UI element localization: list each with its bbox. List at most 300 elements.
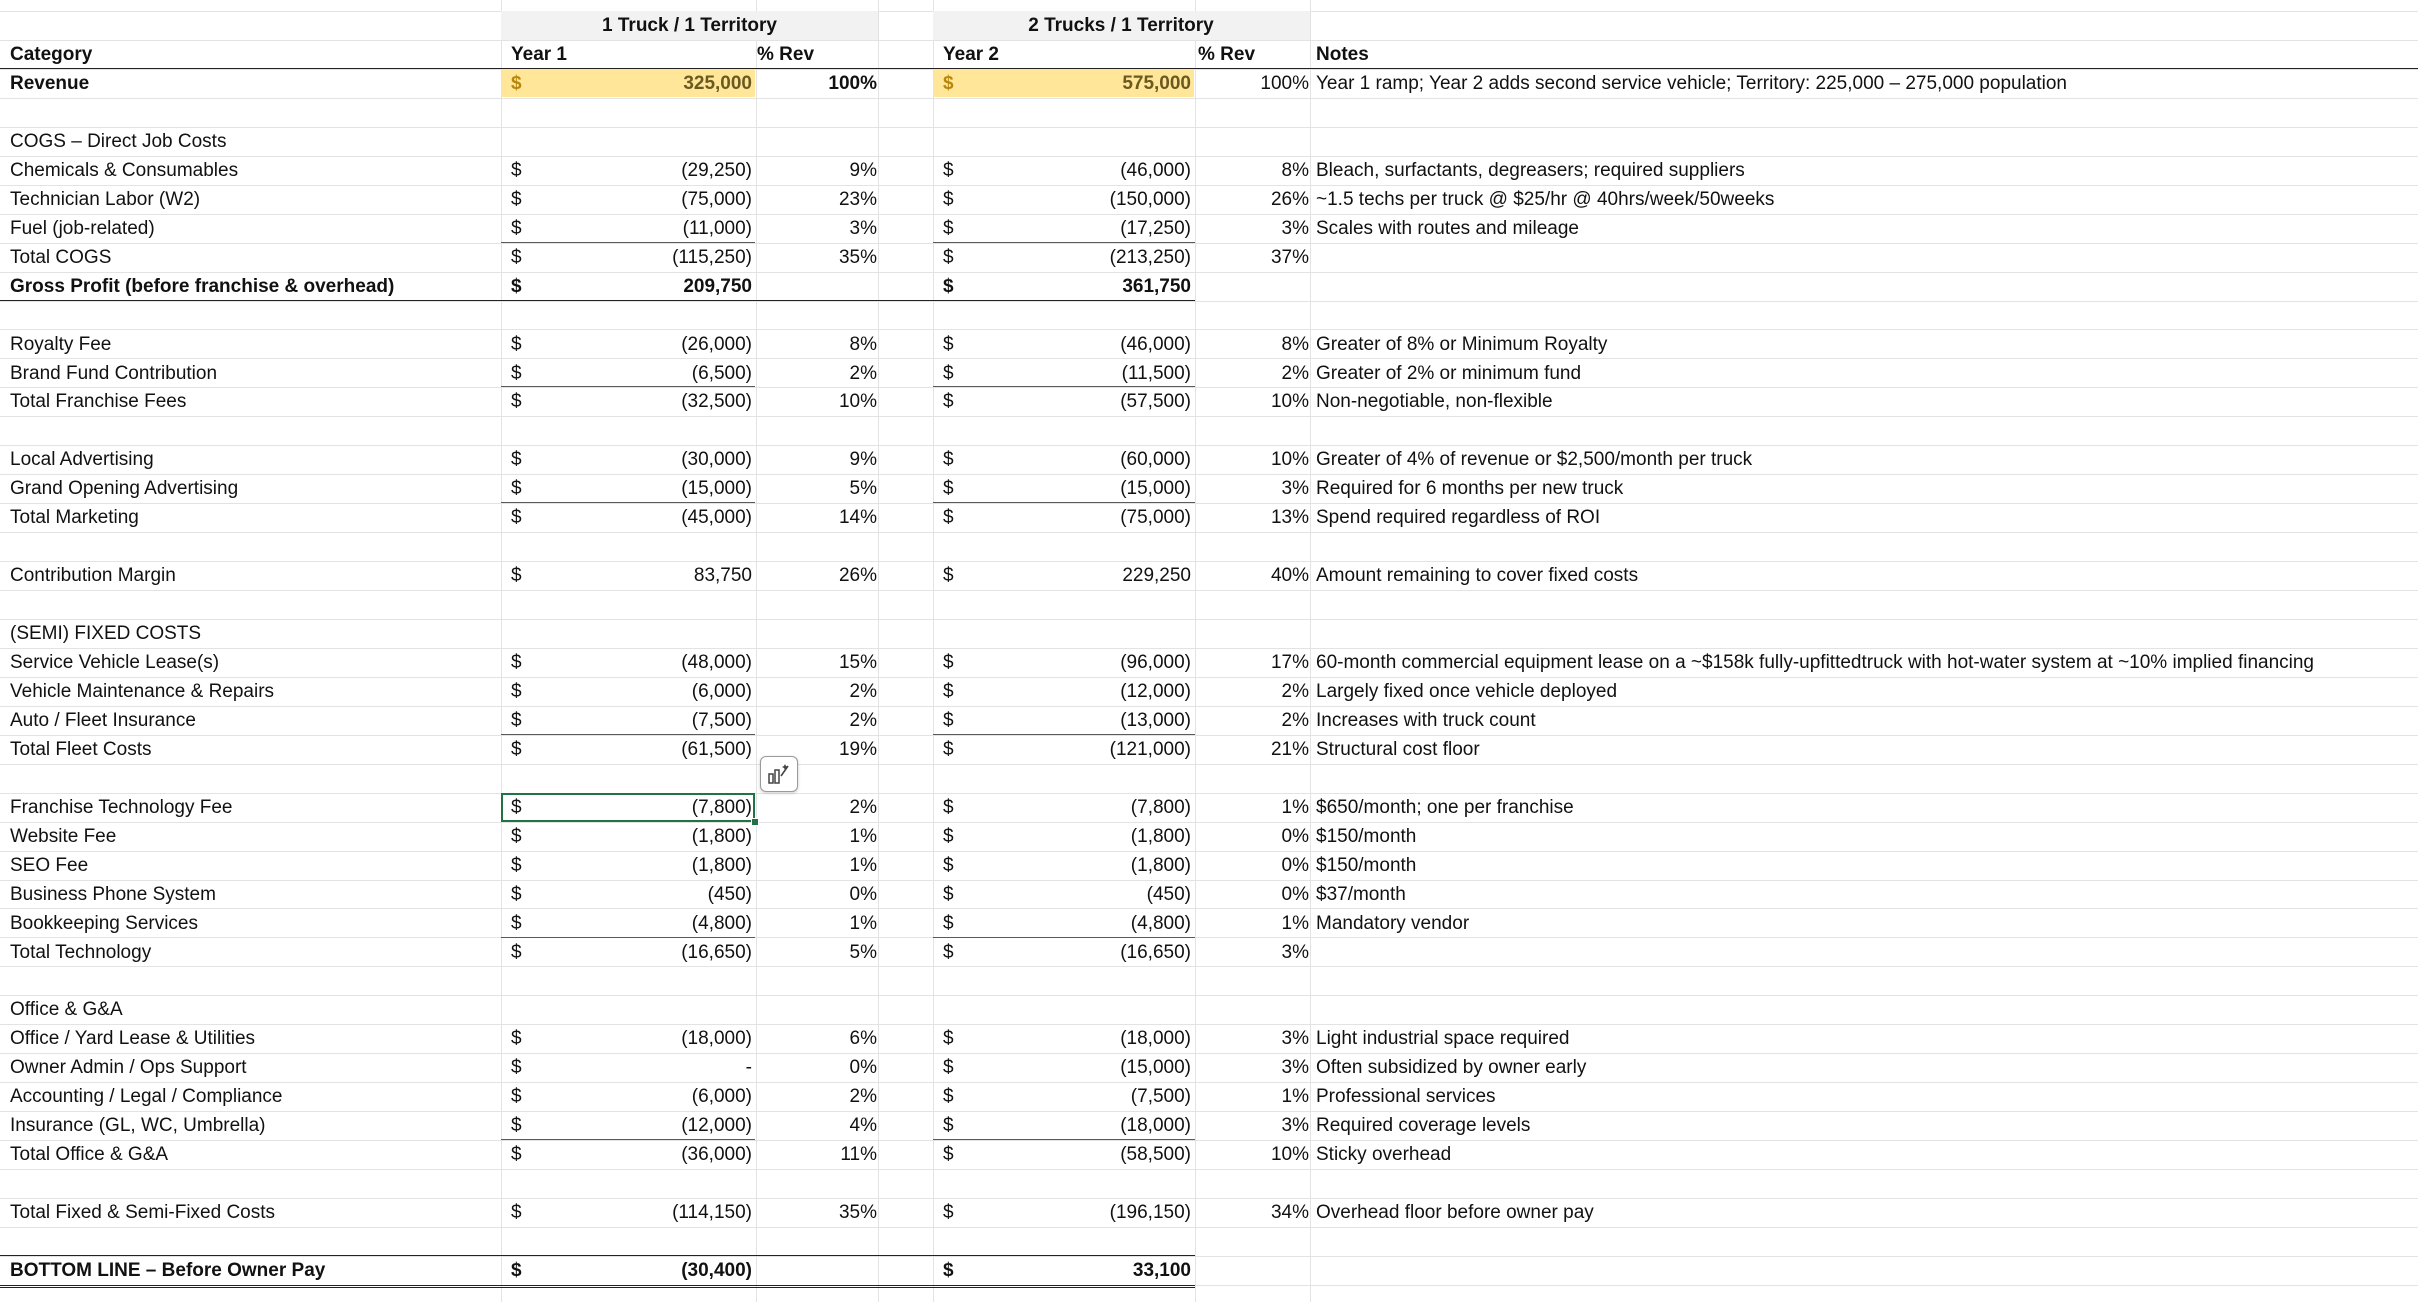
cell-value-y2[interactable] (960, 532, 1191, 561)
cell-value-y2[interactable] (960, 590, 1191, 619)
cell-note[interactable] (1316, 590, 2416, 619)
cell-note[interactable] (1316, 243, 2416, 272)
cell-pct-y1[interactable]: 2% (849, 796, 877, 818)
quick-analysis-button[interactable] (760, 756, 798, 792)
cell-value-y2[interactable]: (18,000) (1120, 1115, 1191, 1137)
cell-category[interactable] (10, 764, 490, 793)
cell-pct-y1[interactable] (760, 1169, 877, 1198)
cell-value-y2[interactable]: 361,750 (1122, 275, 1191, 297)
cell-value-y2[interactable]: (16,650) (1120, 941, 1191, 963)
cell-pct-y2[interactable] (1200, 590, 1309, 619)
cell-value-y2[interactable]: (46,000) (1120, 159, 1191, 181)
cell-currency-y1[interactable]: $ (511, 825, 522, 847)
cell-currency-y2[interactable]: $ (943, 1259, 954, 1281)
cell-pct-y2[interactable]: 2% (1281, 362, 1309, 384)
cell-note[interactable] (1316, 995, 2416, 1024)
cell-category[interactable]: Vehicle Maintenance & Repairs (10, 680, 275, 702)
cell-value-y2[interactable]: (17,250) (1120, 217, 1191, 239)
cell-currency-y2[interactable]: $ (943, 883, 954, 905)
cell-category[interactable]: Office & G&A (10, 999, 123, 1021)
cell-category[interactable]: Total Fleet Costs (10, 738, 152, 760)
cell-value-y2[interactable] (960, 995, 1191, 1024)
cell-value-y2[interactable] (960, 1169, 1191, 1198)
cell-note[interactable]: Required for 6 months per new truck (1316, 478, 1624, 500)
cell-pct-y2[interactable]: 2% (1281, 709, 1309, 731)
cell-pct-y2[interactable]: 3% (1281, 941, 1309, 963)
cell-note[interactable] (1316, 1256, 2416, 1285)
cell-note[interactable]: ~1.5 techs per truck @ $25/hr @ 40hrs/week/50weeks (1316, 188, 1775, 210)
cell-value-y1[interactable] (520, 1227, 752, 1256)
cell-pct-y1[interactable]: 14% (838, 507, 877, 529)
cell-note[interactable] (1316, 938, 2416, 967)
cell-value-y1[interactable]: (7,500) (691, 709, 752, 731)
cell-pct-y2[interactable]: 21% (1270, 738, 1309, 760)
cell-currency-y1[interactable]: $ (511, 478, 522, 500)
cell-value-y2[interactable] (960, 98, 1191, 127)
cell-category[interactable] (10, 1227, 490, 1256)
cell-note[interactable]: $650/month; one per franchise (1316, 796, 1574, 818)
cell-pct-y1[interactable]: 19% (838, 738, 877, 760)
cell-note[interactable] (1316, 764, 2416, 793)
cell-currency-y2[interactable]: $ (943, 796, 954, 818)
cell-currency-y1[interactable]: $ (511, 73, 522, 94)
cell-value-y1[interactable] (520, 764, 752, 793)
cell-category[interactable]: SEO Fee (10, 854, 89, 876)
cell-pct-y2[interactable] (1200, 966, 1309, 995)
cell-note[interactable]: Structural cost floor (1316, 738, 1480, 760)
cell-pct-y1[interactable]: 2% (849, 709, 877, 731)
cell-currency-y1[interactable]: $ (511, 1057, 522, 1079)
cell-category[interactable] (10, 966, 490, 995)
cell-category[interactable]: Website Fee (10, 825, 117, 847)
cell-value-y1[interactable] (520, 532, 752, 561)
cell-category[interactable]: Local Advertising (10, 449, 154, 471)
cell-pct-y1[interactable] (760, 98, 877, 127)
cell-value-y2[interactable]: (58,500) (1120, 1144, 1191, 1166)
cell-value-y2[interactable]: (46,000) (1120, 333, 1191, 355)
cell-pct-y2[interactable]: 40% (1270, 565, 1309, 587)
cell-value-y1[interactable] (520, 590, 752, 619)
header-notes[interactable]: Notes (1316, 44, 1369, 65)
cell-pct-y1[interactable]: 9% (849, 449, 877, 471)
cell-value-y1[interactable]: (45,000) (681, 507, 752, 529)
cell-category[interactable] (10, 98, 490, 127)
cell-value-y2[interactable]: (57,500) (1120, 391, 1191, 413)
cell-category[interactable] (10, 301, 490, 330)
cell-currency-y1[interactable]: $ (511, 188, 522, 210)
cell-value-y2[interactable]: (7,800) (1130, 796, 1191, 818)
cell-value-y1[interactable]: 325,000 (683, 73, 752, 94)
cell-value-y1[interactable]: (4,800) (691, 912, 752, 934)
cell-pct-y1[interactable] (760, 532, 877, 561)
cell-pct-y2[interactable]: 3% (1281, 217, 1309, 239)
cell-pct-y1[interactable]: 9% (849, 159, 877, 181)
cell-category[interactable]: Office / Yard Lease & Utilities (10, 1028, 256, 1050)
cell-value-y2[interactable] (960, 764, 1191, 793)
cell-currency-y2[interactable]: $ (943, 275, 954, 297)
cell-value-y1[interactable] (520, 1169, 752, 1198)
header-rev1[interactable]: % Rev (757, 44, 815, 65)
cell-note[interactable]: Often subsidized by owner early (1316, 1057, 1587, 1079)
cell-note[interactable]: $37/month (1316, 883, 1406, 905)
cell-currency-y2[interactable]: $ (943, 188, 954, 210)
cell-currency-y2[interactable]: $ (943, 159, 954, 181)
cell-pct-y1[interactable]: 35% (838, 1202, 877, 1224)
cell-pct-y2[interactable]: 0% (1281, 825, 1309, 847)
cell-value-y1[interactable]: (36,000) (681, 1144, 752, 1166)
cell-category[interactable]: Gross Profit (before franchise & overhead) (10, 275, 395, 297)
cell-pct-y2[interactable]: 0% (1281, 854, 1309, 876)
cell-value-y1[interactable]: (114,150) (672, 1202, 752, 1224)
cell-value-y2[interactable]: (1,800) (1130, 854, 1191, 876)
cell-note[interactable]: Mandatory vendor (1316, 912, 1470, 934)
cell-currency-y2[interactable]: $ (943, 362, 954, 384)
cell-value-y1[interactable] (520, 619, 752, 648)
cell-value-y1[interactable] (520, 301, 752, 330)
cell-note[interactable]: Professional services (1316, 1086, 1496, 1108)
header-rev2[interactable]: % Rev (1198, 44, 1256, 65)
cell-value-y1[interactable]: - (745, 1057, 752, 1079)
cell-value-y1[interactable]: (1,800) (691, 854, 752, 876)
cell-currency-y1[interactable]: $ (511, 680, 522, 702)
cell-pct-y1[interactable] (760, 1256, 877, 1285)
cell-currency-y2[interactable]: $ (943, 333, 954, 355)
cell-value-y2[interactable]: (150,000) (1109, 188, 1191, 210)
cell-pct-y2[interactable]: 1% (1281, 912, 1309, 934)
cell-pct-y2[interactable]: 3% (1281, 1057, 1309, 1079)
cell-currency-y2[interactable]: $ (943, 478, 954, 500)
cell-value-y1[interactable]: (115,250) (672, 246, 752, 268)
cell-note[interactable]: Overhead floor before owner pay (1316, 1202, 1594, 1224)
cell-value-y1[interactable]: 83,750 (693, 565, 752, 587)
cell-currency-y2[interactable]: $ (943, 1057, 954, 1079)
cell-note[interactable]: $150/month (1316, 825, 1417, 847)
cell-value-y2[interactable]: (11,500) (1121, 362, 1191, 384)
cell-pct-y2[interactable]: 10% (1270, 391, 1309, 413)
cell-note[interactable] (1316, 272, 2416, 301)
cell-value-y2[interactable] (960, 416, 1191, 445)
cell-note[interactable]: Scales with routes and mileage (1316, 217, 1579, 239)
cell-currency-y1[interactable]: $ (511, 333, 522, 355)
cell-category[interactable]: Total Franchise Fees (10, 391, 187, 413)
cell-category[interactable]: (SEMI) FIXED COSTS (10, 623, 202, 645)
cell-category[interactable]: Total Marketing (10, 507, 139, 529)
cell-pct-y1[interactable] (760, 619, 877, 648)
cell-value-y1[interactable]: (26,000) (681, 333, 752, 355)
cell-note[interactable]: Required coverage levels (1316, 1115, 1531, 1137)
cell-pct-y1[interactable] (760, 272, 877, 301)
cell-note[interactable]: Greater of 8% or Minimum Royalty (1316, 333, 1608, 355)
cell-currency-y2[interactable]: $ (943, 246, 954, 268)
cell-currency-y2[interactable]: $ (943, 1115, 954, 1137)
cell-value-y2[interactable]: (75,000) (1120, 507, 1191, 529)
cell-note[interactable] (1316, 98, 2416, 127)
cell-currency-y1[interactable]: $ (511, 391, 522, 413)
cell-value-y2[interactable]: 229,250 (1122, 565, 1191, 587)
cell-value-y1[interactable]: (6,000) (691, 1086, 752, 1108)
cell-note[interactable] (1316, 127, 2416, 156)
cell-value-y2[interactable]: (15,000) (1120, 478, 1191, 500)
cell-currency-y2[interactable]: $ (943, 652, 954, 673)
cell-pct-y2[interactable]: 0% (1281, 883, 1309, 905)
cell-category[interactable]: Contribution Margin (10, 565, 176, 587)
cell-note[interactable] (1316, 1227, 2416, 1256)
cell-category[interactable]: Fuel (job-related) (10, 217, 155, 239)
cell-pct-y2[interactable] (1200, 1169, 1309, 1198)
cell-value-y2[interactable] (960, 619, 1191, 648)
cell-currency-y2[interactable]: $ (943, 507, 954, 529)
cell-note[interactable]: Year 1 ramp; Year 2 adds second service vehicle; Territory: 225,000 – 275,000 population (1316, 73, 2068, 94)
cell-pct-y2[interactable]: 3% (1281, 478, 1309, 500)
cell-value-y2[interactable]: (213,250) (1109, 246, 1191, 268)
cell-pct-y2[interactable]: 17% (1270, 652, 1309, 673)
cell-pct-y2[interactable]: 100% (1260, 73, 1309, 94)
cell-category[interactable]: Total Technology (10, 941, 152, 963)
cell-category[interactable]: COGS – Direct Job Costs (10, 130, 227, 152)
cell-category[interactable] (10, 1169, 490, 1198)
cell-currency-y1[interactable]: $ (511, 246, 522, 268)
cell-pct-y1[interactable]: 23% (838, 188, 877, 210)
cell-category[interactable]: Technician Labor (W2) (10, 188, 201, 210)
cell-value-y2[interactable]: (7,500) (1130, 1086, 1191, 1108)
cell-category[interactable]: Insurance (GL, WC, Umbrella) (10, 1115, 266, 1137)
cell-currency-y1[interactable]: $ (511, 883, 522, 905)
cell-pct-y1[interactable]: 11% (840, 1144, 877, 1166)
cell-note[interactable]: Greater of 2% or minimum fund (1316, 362, 1582, 384)
cell-pct-y2[interactable]: 3% (1281, 1115, 1309, 1137)
cell-value-y1[interactable]: (450) (707, 883, 752, 905)
cell-pct-y1[interactable]: 2% (849, 1086, 877, 1108)
cell-currency-y1[interactable]: $ (511, 738, 522, 760)
cell-pct-y1[interactable]: 100% (828, 73, 877, 94)
cell-category[interactable]: Revenue (10, 73, 90, 94)
cell-currency-y1[interactable]: $ (511, 1144, 522, 1166)
cell-note[interactable]: Largely fixed once vehicle deployed (1316, 680, 1618, 702)
cell-pct-y2[interactable]: 13% (1270, 507, 1309, 529)
cell-category[interactable] (10, 590, 490, 619)
cell-currency-y2[interactable]: $ (943, 738, 954, 760)
cell-pct-y1[interactable] (760, 590, 877, 619)
cell-pct-y1[interactable]: 35% (838, 246, 877, 268)
cell-category[interactable]: Franchise Technology Fee (10, 796, 233, 818)
cell-note[interactable]: $150/month (1316, 854, 1417, 876)
cell-value-y2[interactable] (960, 127, 1191, 156)
cell-currency-y1[interactable]: $ (511, 275, 522, 297)
cell-pct-y1[interactable]: 1% (849, 854, 877, 876)
cell-currency-y1[interactable]: $ (511, 652, 522, 673)
cell-value-y1[interactable] (520, 995, 752, 1024)
cell-currency-y2[interactable]: $ (943, 912, 954, 934)
cell-pct-y2[interactable]: 37% (1270, 246, 1309, 268)
cell-currency-y2[interactable]: $ (943, 73, 954, 94)
cell-value-y2[interactable]: (450) (1146, 883, 1191, 905)
cell-pct-y1[interactable]: 4% (849, 1115, 877, 1137)
cell-note[interactable]: 60-month commercial equipment lease on a ~$158k fully-upfittedtruck with hot-water system at ~10% implied financing (1316, 652, 2315, 673)
cell-pct-y1[interactable] (760, 1227, 877, 1256)
cell-category[interactable] (10, 532, 490, 561)
cell-value-y2[interactable]: (1,800) (1130, 825, 1191, 847)
cell-pct-y2[interactable] (1200, 1256, 1309, 1285)
cell-currency-y2[interactable]: $ (943, 391, 954, 413)
cell-value-y1[interactable]: (32,500) (681, 391, 752, 413)
cell-value-y1[interactable]: (61,500) (681, 738, 752, 760)
cell-value-y1[interactable]: (75,000) (681, 188, 752, 210)
cell-pct-y1[interactable]: 10% (838, 391, 877, 413)
cell-value-y2[interactable]: (18,000) (1120, 1028, 1191, 1050)
cell-currency-y1[interactable]: $ (511, 1259, 522, 1281)
cell-category[interactable]: BOTTOM LINE – Before Owner Pay (10, 1259, 326, 1281)
cell-category[interactable]: Service Vehicle Lease(s) (10, 652, 220, 673)
cell-currency-y2[interactable]: $ (943, 1144, 954, 1166)
cell-note[interactable]: Non-negotiable, non-flexible (1316, 391, 1553, 413)
cell-currency-y1[interactable]: $ (511, 941, 522, 963)
cell-note[interactable]: Amount remaining to cover fixed costs (1316, 565, 1639, 587)
cell-pct-y2[interactable] (1200, 619, 1309, 648)
cell-category[interactable]: Accounting / Legal / Compliance (10, 1086, 283, 1108)
cell-category[interactable]: Business Phone System (10, 883, 216, 905)
cell-value-y2[interactable]: (12,000) (1120, 680, 1191, 702)
cell-value-y1[interactable]: (6,000) (691, 680, 752, 702)
cell-pct-y1[interactable]: 2% (849, 362, 877, 384)
cell-currency-y1[interactable]: $ (511, 1202, 522, 1224)
cell-value-y2[interactable]: 575,000 (1122, 73, 1191, 94)
cell-note[interactable]: Light industrial space required (1316, 1028, 1570, 1050)
cell-pct-y1[interactable]: 3% (849, 217, 877, 239)
cell-note[interactable]: Increases with truck count (1316, 709, 1536, 731)
cell-category[interactable]: Total Fixed & Semi-Fixed Costs (10, 1202, 276, 1224)
cell-pct-y2[interactable]: 26% (1270, 188, 1309, 210)
cell-pct-y1[interactable]: 5% (849, 478, 877, 500)
cell-category[interactable]: Royalty Fee (10, 333, 112, 355)
fill-handle[interactable] (751, 818, 759, 826)
cell-value-y2[interactable]: (121,000) (1109, 738, 1191, 760)
cell-pct-y2[interactable]: 10% (1270, 1144, 1309, 1166)
cell-currency-y1[interactable]: $ (511, 449, 522, 471)
cell-value-y1[interactable]: (6,500) (691, 362, 752, 384)
cell-pct-y2[interactable] (1200, 272, 1309, 301)
cell-currency-y2[interactable]: $ (943, 680, 954, 702)
cell-pct-y1[interactable] (760, 966, 877, 995)
selected-cell[interactable] (501, 793, 755, 822)
cell-note[interactable] (1316, 619, 2416, 648)
cell-value-y1[interactable]: (18,000) (681, 1028, 752, 1050)
cell-pct-y2[interactable] (1200, 764, 1309, 793)
cell-note[interactable]: Sticky overhead (1316, 1144, 1452, 1166)
cell-note[interactable]: Spend required regardless of ROI (1316, 507, 1601, 529)
cell-currency-y2[interactable]: $ (943, 1202, 954, 1224)
cell-category[interactable]: Owner Admin / Ops Support (10, 1057, 247, 1079)
cell-value-y1[interactable] (520, 127, 752, 156)
cell-pct-y1[interactable] (760, 416, 877, 445)
cell-pct-y2[interactable]: 8% (1281, 333, 1309, 355)
cell-currency-y1[interactable]: $ (511, 565, 522, 587)
cell-category[interactable] (10, 416, 490, 445)
cell-note[interactable] (1316, 532, 2416, 561)
cell-value-y1[interactable]: (16,650) (681, 941, 752, 963)
cell-pct-y1[interactable] (760, 995, 877, 1024)
cell-value-y1[interactable] (520, 416, 752, 445)
cell-currency-y2[interactable]: $ (943, 1028, 954, 1050)
cell-value-y1[interactable]: (1,800) (691, 825, 752, 847)
cell-currency-y2[interactable]: $ (943, 449, 954, 471)
cell-pct-y2[interactable]: 2% (1281, 680, 1309, 702)
cell-value-y1[interactable]: (29,250) (681, 159, 752, 181)
cell-category[interactable]: Grand Opening Advertising (10, 478, 239, 500)
cell-value-y2[interactable]: (96,000) (1120, 652, 1191, 673)
cell-currency-y1[interactable]: $ (511, 507, 522, 529)
cell-pct-y2[interactable] (1200, 1227, 1309, 1256)
cell-pct-y1[interactable] (760, 301, 877, 330)
cell-currency-y1[interactable]: $ (511, 1115, 522, 1137)
cell-value-y2[interactable]: (15,000) (1120, 1057, 1191, 1079)
cell-currency-y1[interactable]: $ (511, 362, 522, 384)
cell-category[interactable]: Total Office & G&A (10, 1144, 169, 1166)
cell-pct-y1[interactable]: 1% (849, 912, 877, 934)
cell-currency-y2[interactable]: $ (943, 709, 954, 731)
cell-currency-y1[interactable]: $ (511, 217, 522, 239)
cell-currency-y2[interactable]: $ (943, 217, 954, 239)
cell-value-y1[interactable]: (12,000) (681, 1115, 752, 1137)
cell-note[interactable] (1316, 1169, 2416, 1198)
cell-pct-y2[interactable]: 3% (1281, 1028, 1309, 1050)
cell-pct-y2[interactable]: 10% (1270, 449, 1309, 471)
cell-note[interactable]: Bleach, surfactants, degreasers; required suppliers (1316, 159, 1745, 181)
cell-value-y2[interactable]: (4,800) (1130, 912, 1191, 934)
cell-pct-y1[interactable]: 2% (849, 680, 877, 702)
cell-value-y1[interactable]: (30,000) (681, 449, 752, 471)
cell-category[interactable]: Total COGS (10, 246, 112, 268)
cell-currency-y1[interactable]: $ (511, 1028, 522, 1050)
cell-value-y1[interactable]: (7,800) (691, 796, 752, 818)
cell-value-y1[interactable] (520, 966, 752, 995)
cell-value-y2[interactable]: (60,000) (1120, 449, 1191, 471)
cell-currency-y2[interactable]: $ (943, 825, 954, 847)
cell-currency-y2[interactable]: $ (943, 565, 954, 587)
cell-value-y2[interactable]: (13,000) (1120, 709, 1191, 731)
cell-currency-y1[interactable]: $ (511, 159, 522, 181)
cell-pct-y2[interactable] (1200, 127, 1309, 156)
cell-value-y2[interactable]: 33,100 (1132, 1259, 1191, 1281)
header-category[interactable]: Category (10, 44, 93, 65)
cell-pct-y2[interactable]: 1% (1281, 1086, 1309, 1108)
cell-pct-y2[interactable]: 34% (1270, 1202, 1309, 1224)
cell-pct-y1[interactable]: 8% (849, 333, 877, 355)
cell-pct-y2[interactable] (1200, 301, 1309, 330)
cell-note[interactable] (1316, 966, 2416, 995)
header-year1[interactable]: Year 1 (511, 44, 567, 65)
cell-pct-y2[interactable] (1200, 416, 1309, 445)
cell-value-y1[interactable]: (48,000) (681, 652, 752, 673)
cell-currency-y1[interactable]: $ (511, 1086, 522, 1108)
cell-currency-y1[interactable]: $ (511, 854, 522, 876)
cell-category[interactable]: Bookkeeping Services (10, 912, 198, 934)
cell-pct-y1[interactable]: 6% (849, 1028, 877, 1050)
cell-note[interactable] (1316, 416, 2416, 445)
cell-category[interactable]: Auto / Fleet Insurance (10, 709, 196, 731)
cell-pct-y1[interactable]: 15% (838, 652, 877, 673)
cell-value-y1[interactable]: (30,400) (681, 1259, 752, 1281)
cell-value-y1[interactable]: (11,000) (682, 217, 752, 239)
cell-category[interactable]: Chemicals & Consumables (10, 159, 239, 181)
cell-value-y2[interactable]: (196,150) (1109, 1202, 1191, 1224)
cell-value-y2[interactable] (960, 1227, 1191, 1256)
cell-currency-y1[interactable]: $ (511, 796, 522, 818)
cell-value-y1[interactable]: 209,750 (683, 275, 752, 297)
cell-value-y1[interactable] (520, 98, 752, 127)
cell-value-y1[interactable]: (15,000) (681, 478, 752, 500)
cell-category[interactable]: Brand Fund Contribution (10, 362, 218, 384)
cell-pct-y2[interactable]: 8% (1281, 159, 1309, 181)
